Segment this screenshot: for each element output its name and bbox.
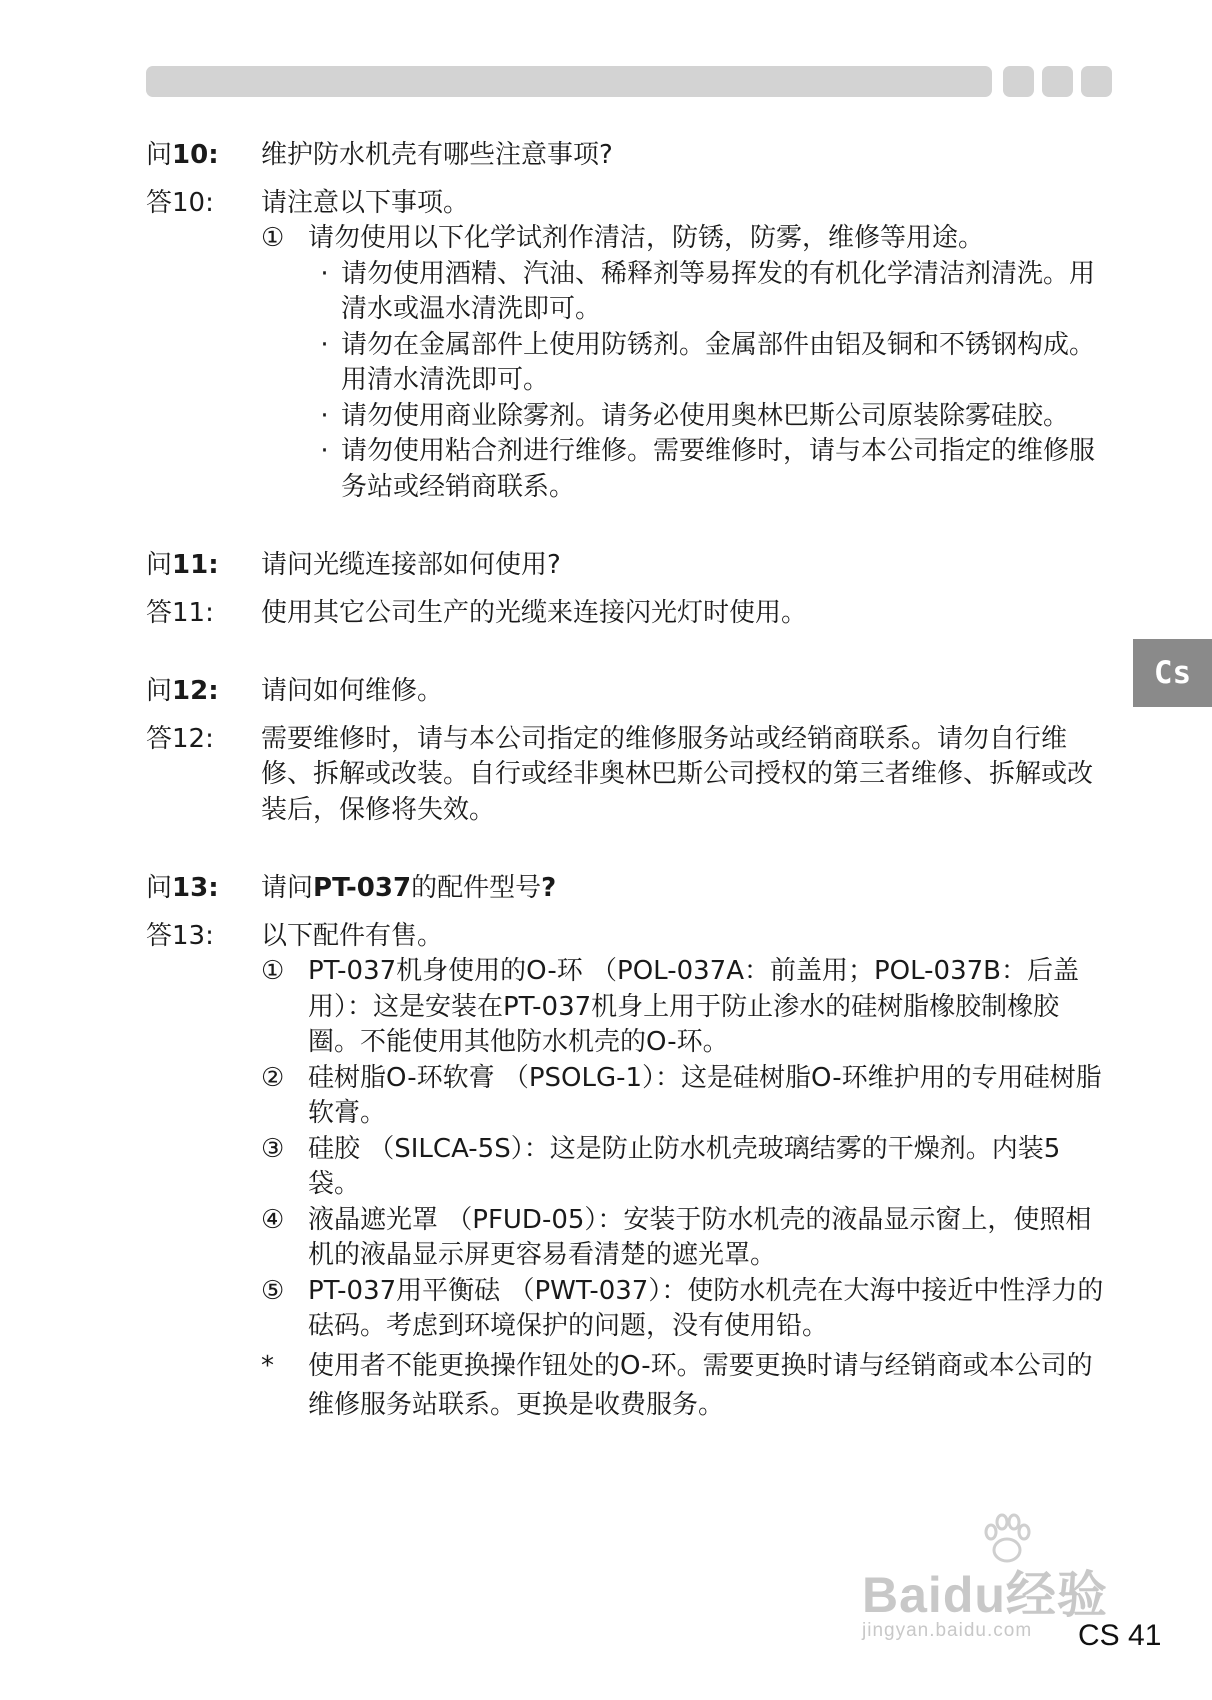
faq-content bbox=[146, 138, 1106, 1425]
answer-label: 答11: bbox=[146, 597, 214, 628]
item-text: 液晶遮光罩 （PFUD-05）：安装于防水机壳的液晶显示窗上，使照相机的液晶显示屏更容易看清楚的遮光罩。 bbox=[308, 1204, 1092, 1270]
question-12 bbox=[146, 674, 1106, 710]
watermark-url: jingyan.baidu.com bbox=[862, 1620, 1033, 1641]
note-text: 使用者不能更换操作钮处的O-环。需要更换时请与经销商或本公司的维修服务站联系。更换是收费服务。 bbox=[308, 1350, 1093, 1420]
question-text: 请问如何维修。 bbox=[261, 676, 444, 706]
list-item bbox=[261, 1203, 1106, 1274]
question-label: 问12: bbox=[146, 676, 219, 706]
answer-text: 需要维修时，请与本公司指定的维修服务站或经销商联系。请勿自行维修、拆解或改装。自行或经非奥林巴斯公司授权的第三者维修、拆解或改装后，保修将失效。 bbox=[261, 723, 1094, 825]
language-tab: Cs bbox=[1133, 639, 1212, 707]
list-item bbox=[261, 1274, 1106, 1345]
answer-13 bbox=[146, 919, 1106, 1425]
item-number: ① bbox=[261, 956, 285, 986]
answer-label: 答12: bbox=[146, 723, 214, 754]
item-text: PT-037用平衡砝 （PWT-037）：使防水机壳在大海中接近中性浮力的砝码。考虑到环境保护的问题，没有使用铅。 bbox=[308, 1275, 1104, 1341]
note bbox=[261, 1347, 1106, 1425]
bullet-item: · 请勿使用粘合剂进行维修。需要维修时，请与本公司指定的维修服务站或经销商联系。 bbox=[308, 434, 1106, 505]
header-bar-square-1 bbox=[1003, 66, 1034, 97]
bullet-dot-icon: · bbox=[320, 329, 329, 360]
answer-12 bbox=[146, 722, 1106, 829]
answer-text: 使用其它公司生产的光缆来连接闪光灯时使用。 bbox=[261, 597, 808, 628]
question-13 bbox=[146, 871, 1106, 907]
question-label: 问11: bbox=[146, 550, 219, 580]
question-11 bbox=[146, 548, 1106, 584]
question-10 bbox=[146, 138, 1106, 174]
item-text: PT-037机身使用的O-环 （POL-037A：前盖用；POL-037B：后盖用）：这是安装在PT-037机身上用于防止渗水的硅树脂橡胶制橡胶圈。不能使用其他防水机壳的O-环。 bbox=[308, 956, 1079, 1057]
bullet-item: · 请勿使用商业除雾剂。请务必使用奥林巴斯公司原装除雾硅胶。 bbox=[308, 399, 1106, 435]
bullet-dot-icon: · bbox=[320, 258, 329, 289]
bullet-item: · 请勿使用酒精、汽油、稀释剂等易挥发的有机化学清洁剂清洗。用清水或温水清洗即可。 bbox=[308, 257, 1106, 328]
answer-label: 答13: bbox=[146, 920, 214, 951]
item-number: ② bbox=[261, 1062, 285, 1093]
question-text: 请问光缆连接部如何使用? bbox=[261, 550, 561, 580]
question-text: 请问PT-037的配件型号? bbox=[261, 873, 557, 903]
list-item bbox=[261, 1061, 1106, 1132]
bullet-dot-icon: · bbox=[320, 400, 329, 431]
page-number: CS 41 bbox=[1078, 1619, 1162, 1652]
item-number: ④ bbox=[261, 1204, 285, 1235]
item-number: ① bbox=[261, 223, 285, 253]
header-bar-long bbox=[146, 66, 992, 97]
list-item bbox=[261, 1132, 1106, 1203]
answer-11 bbox=[146, 596, 1106, 632]
question-label: 问13: bbox=[146, 873, 219, 903]
list-item bbox=[261, 954, 1106, 1061]
bullet-item: · 请勿在金属部件上使用防锈剂。金属部件由铝及铜和不锈钢构成。用清水清洗即可。 bbox=[308, 328, 1106, 399]
question-label: 问10: bbox=[146, 140, 219, 170]
item-text: 硅胶 （SILCA-5S）：这是防止防水机壳玻璃结雾的干燥剂。内装5袋。 bbox=[308, 1133, 1061, 1199]
item-number: ⑤ bbox=[261, 1275, 285, 1306]
watermark-brand: Baidu经验 bbox=[862, 1567, 1108, 1623]
bullet-dot-icon: · bbox=[320, 436, 329, 466]
list-item bbox=[261, 221, 1106, 257]
answer-text: 请注意以下事项。 bbox=[261, 187, 470, 218]
item-number: ③ bbox=[261, 1133, 285, 1164]
answer-text: 以下配件有售。 bbox=[261, 920, 444, 951]
item-text: 硅树脂O-环软膏 （PSOLG-1）：这是硅树脂O-环维护用的专用硅树脂软膏。 bbox=[308, 1062, 1102, 1128]
header-bar-square-2 bbox=[1042, 66, 1073, 97]
question-text: 维护防水机壳有哪些注意事项? bbox=[261, 140, 613, 170]
item-text: 请勿使用以下化学试剂作清洁，防锈，防雾，维修等用途。 bbox=[308, 223, 985, 253]
bullet-list bbox=[261, 257, 1106, 506]
header-bar-square-3 bbox=[1081, 66, 1112, 97]
asterisk-icon: * bbox=[261, 1350, 274, 1381]
answer-label: 答10: bbox=[146, 187, 214, 218]
answer-10 bbox=[146, 186, 1106, 506]
